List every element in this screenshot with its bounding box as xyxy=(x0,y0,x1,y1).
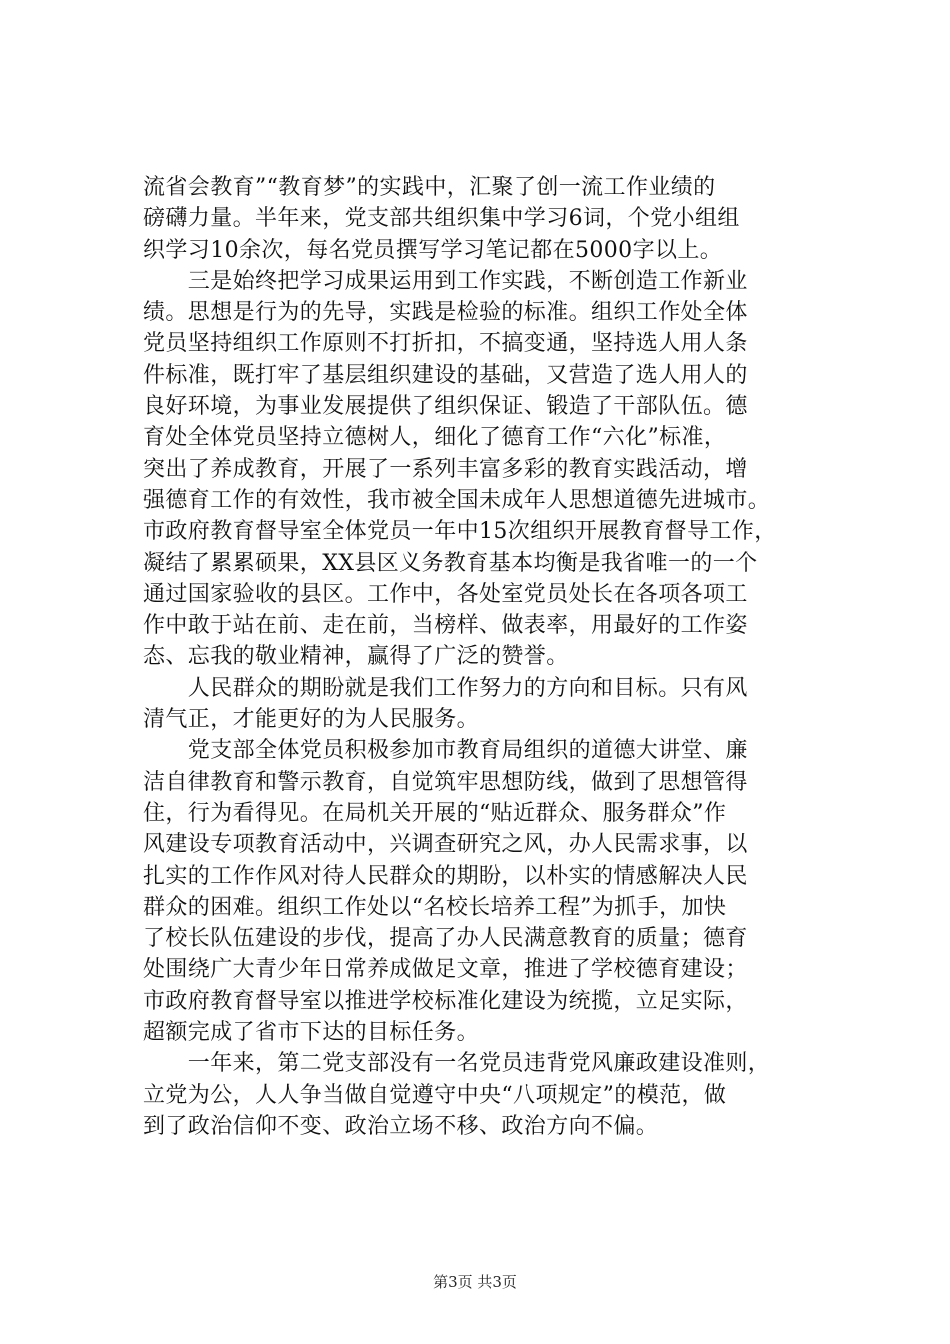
text-line: 凝结了累累硕果，XX县区义务教育基本均衡是我省唯一的一个 xyxy=(143,550,758,576)
text-line: 作中敢于站在前、走在前，当榜样、做表率，用最好的工作姿 xyxy=(143,613,748,639)
text-line: 风建设专项教育活动中，兴调查研究之风，办人民需求事，以 xyxy=(143,832,748,858)
text-line: 立党为公，人人争当做自觉遵守中央“八项规定”的模范，做 xyxy=(143,1082,727,1108)
text-line: 党支部全体党员积极参加市教育局组织的道德大讲堂、廉 xyxy=(143,738,748,764)
text-line: 通过国家验收的县区。工作中，各处室党员处长在各项各项工 xyxy=(143,581,748,607)
text-line: 扎实的工作作风对待人民群众的期盼，以朴实的情感解决人民 xyxy=(143,863,748,889)
text-line: 洁自律教育和警示教育，自觉筑牢思想防线，做到了思想管得 xyxy=(143,769,748,795)
text-line: 党员坚持组织工作原则不打折扣，不搞变通，坚持选人用人条 xyxy=(143,331,748,357)
text-line: 突出了养成教育，开展了一系列丰富多彩的教育实践活动，增 xyxy=(143,456,748,482)
page-number-label: 第3页 共3页 xyxy=(433,1273,517,1291)
text-line: 了校长队伍建设的步伐，提高了办人民满意教育的质量；德育 xyxy=(143,926,748,952)
document-body xyxy=(143,172,833,1142)
text-line: 育处全体党员坚持立德树人，细化了德育工作“六化”标准， xyxy=(143,425,727,451)
text-line: 绩。思想是行为的先导，实践是检验的标准。组织工作处全体 xyxy=(143,300,748,326)
text-line: 强德育工作的有效性，我市被全国未成年人思想道德先进城市。 xyxy=(143,487,771,513)
text-line: 处围绕广大青少年日常养成做足文章，推进了学校德育建设； xyxy=(143,957,748,983)
text-line: 市政府教育督导室以推进学校标准化建设为统揽，立足实际， xyxy=(143,988,748,1014)
text-line: 住，行为看得见。在局机关开展的“贴近群众、服务群众”作 xyxy=(143,800,727,826)
text-line: 流省会教育”“教育梦”的实践中，汇聚了创一流工作业绩的 xyxy=(143,175,716,200)
text-line: 市政府教育督导室全体党员一年中15次组织开展教育督导工作， xyxy=(143,519,777,545)
text-line: 件标准，既打牢了基层组织建设的基础，又营造了选人用人的 xyxy=(143,362,748,388)
text-line: 群众的困难。组织工作处以“名校长培养工程”为抓手，加快 xyxy=(143,894,727,920)
text-line: 磅礴力量。半年来，党支部共组织集中学习6词，个党小组组 xyxy=(143,206,740,232)
text-line: 一年来，第二党支部没有一名党员违背党风廉政建设准则， xyxy=(143,1051,771,1077)
page-footer xyxy=(0,1272,950,1292)
text-line: 三是始终把学习成果运用到工作实践，不断创造工作新业 xyxy=(143,268,748,294)
text-line: 超额完成了省市下达的目标任务。 xyxy=(143,1020,480,1046)
text-line: 到了政治信仰不变、政治立场不移、政治方向不偏。 xyxy=(143,1113,659,1139)
text-line: 良好环境，为事业发展提供了组织保证、锻造了干部队伍。德 xyxy=(143,394,748,420)
text-line: 人民群众的期盼就是我们工作努力的方向和目标。只有风 xyxy=(143,675,748,701)
text-line: 清气正，才能更好的为人民服务。 xyxy=(143,707,480,733)
text-line: 态、忘我的敬业精神，赢得了广泛的赞誉。 xyxy=(143,644,569,670)
text-line: 织学习10余次，每名党员撰写学习笔记都在5000字以上。 xyxy=(143,237,723,263)
